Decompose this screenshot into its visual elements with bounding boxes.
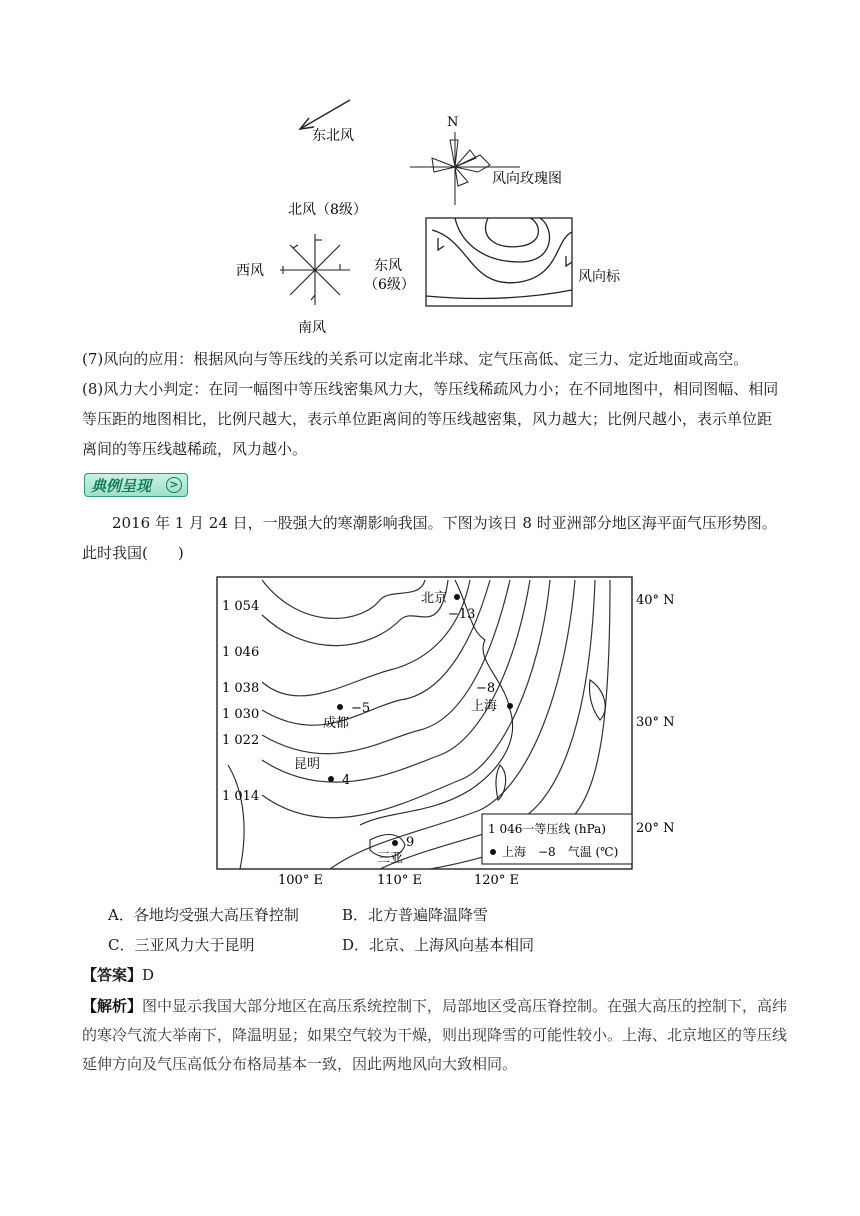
longitude-label: 110° E bbox=[377, 873, 422, 888]
wind-barbs bbox=[280, 234, 350, 305]
typical-example-badge bbox=[84, 473, 188, 497]
answer-value: D bbox=[142, 966, 155, 984]
badge-label: 典例呈现 bbox=[91, 477, 152, 495]
svg-text:9: 9 bbox=[406, 835, 415, 850]
west-wind-label: 西风 bbox=[236, 263, 264, 279]
svg-text:北京: 北京 bbox=[421, 591, 448, 606]
latitude-label: 30° N bbox=[636, 715, 675, 730]
isobar-label: 1 022 bbox=[222, 733, 260, 748]
latitude-label: 20° N bbox=[636, 821, 675, 836]
longitude-label: 120° E bbox=[474, 873, 519, 888]
question-stem: 2016 年 1 月 24 日，一股强大的寒潮影响我国。下图为该日 8 时亚洲部分地区海平面气压形势图。此时我国( ) bbox=[82, 514, 777, 562]
isobar-label: 1 014 bbox=[222, 789, 260, 804]
arrow-right-icon: > bbox=[166, 477, 182, 493]
svg-text:成都: 成都 bbox=[323, 716, 350, 731]
isobar-label: 1 030 bbox=[222, 707, 260, 722]
wind-rose-label: 风向玫瑰图 bbox=[492, 171, 562, 187]
isobar-label: 1 046 bbox=[222, 645, 260, 660]
svg-text:−13: −13 bbox=[448, 607, 476, 622]
analysis-label: 【解析】 bbox=[82, 997, 143, 1015]
option-a: A．各地均受强大高压脊控制 bbox=[108, 906, 299, 924]
svg-text:上海: 上海 bbox=[471, 699, 498, 714]
pressure-map bbox=[0, 570, 860, 890]
svg-text:4: 4 bbox=[342, 773, 351, 788]
northeast-wind-arrow bbox=[300, 100, 350, 129]
svg-text:−5: −5 bbox=[351, 701, 371, 716]
option-c: C．三亚风力大于昆明 bbox=[108, 936, 255, 954]
isobar-label: 1 054 bbox=[222, 599, 260, 614]
wind-vane-label: 风向标 bbox=[578, 269, 620, 285]
north-wind-label: 北风（8级） bbox=[288, 202, 367, 218]
legend-isobar: 1 046一等压线 (hPa) bbox=[488, 822, 606, 836]
analysis-text: 图中显示我国大部分地区在高压系统控制下，局部地区受高压脊控制。在强大高压的控制下，高纬的寒冷气流大举南下，降温明显；如果空气较为干燥，则出现降雪的可能性较小。上海、北京地区的等压线延伸方向及气压高低分布格局基本一致，因此两地风向大致相同。 bbox=[82, 997, 788, 1073]
svg-text:−8: −8 bbox=[476, 681, 496, 696]
wind-rose bbox=[410, 132, 520, 205]
legend-temperature: 上海 −8 气温 (℃) bbox=[502, 845, 619, 859]
north-label: N bbox=[447, 115, 459, 130]
isobar-label: 1 038 bbox=[222, 681, 260, 696]
east-wind-label: 东风 bbox=[374, 258, 402, 274]
point-8: (8)风力大小判定：在同一幅图中等压线密集风力大，等压线稀疏风力小；在不同地图中，相同图幅、相同等压距的地图相比，比例尺越大，表示单位距离间的等压线越密集，风力越大；比例尺越小，表示单位距离间的等压线越稀疏，风力越小。 bbox=[82, 380, 779, 458]
answer-label: 【答案】 bbox=[82, 966, 143, 984]
option-d: D．北京、上海风向基本相同 bbox=[342, 936, 535, 954]
option-b: B．北方普遍降温降雪 bbox=[342, 906, 489, 924]
svg-text:昆明: 昆明 bbox=[294, 757, 321, 772]
svg-text:三亚: 三亚 bbox=[377, 851, 404, 866]
map-legend bbox=[482, 814, 632, 864]
longitude-label: 100° E bbox=[278, 873, 323, 888]
south-wind-label: 南风 bbox=[298, 320, 326, 336]
east-wind-level: （6级） bbox=[364, 277, 415, 293]
answer-line bbox=[82, 964, 154, 985]
analysis-block bbox=[82, 992, 792, 1079]
northeast-wind-label: 东北风 bbox=[312, 128, 354, 144]
point-7: (7)风向的应用：根据风向与等压线的关系可以定南北半球、定气压高低、定三力、定近地面或高空。 bbox=[82, 350, 749, 368]
wind-vane-box bbox=[426, 218, 572, 306]
latitude-label: 40° N bbox=[636, 593, 675, 608]
wind-figure bbox=[0, 0, 860, 340]
